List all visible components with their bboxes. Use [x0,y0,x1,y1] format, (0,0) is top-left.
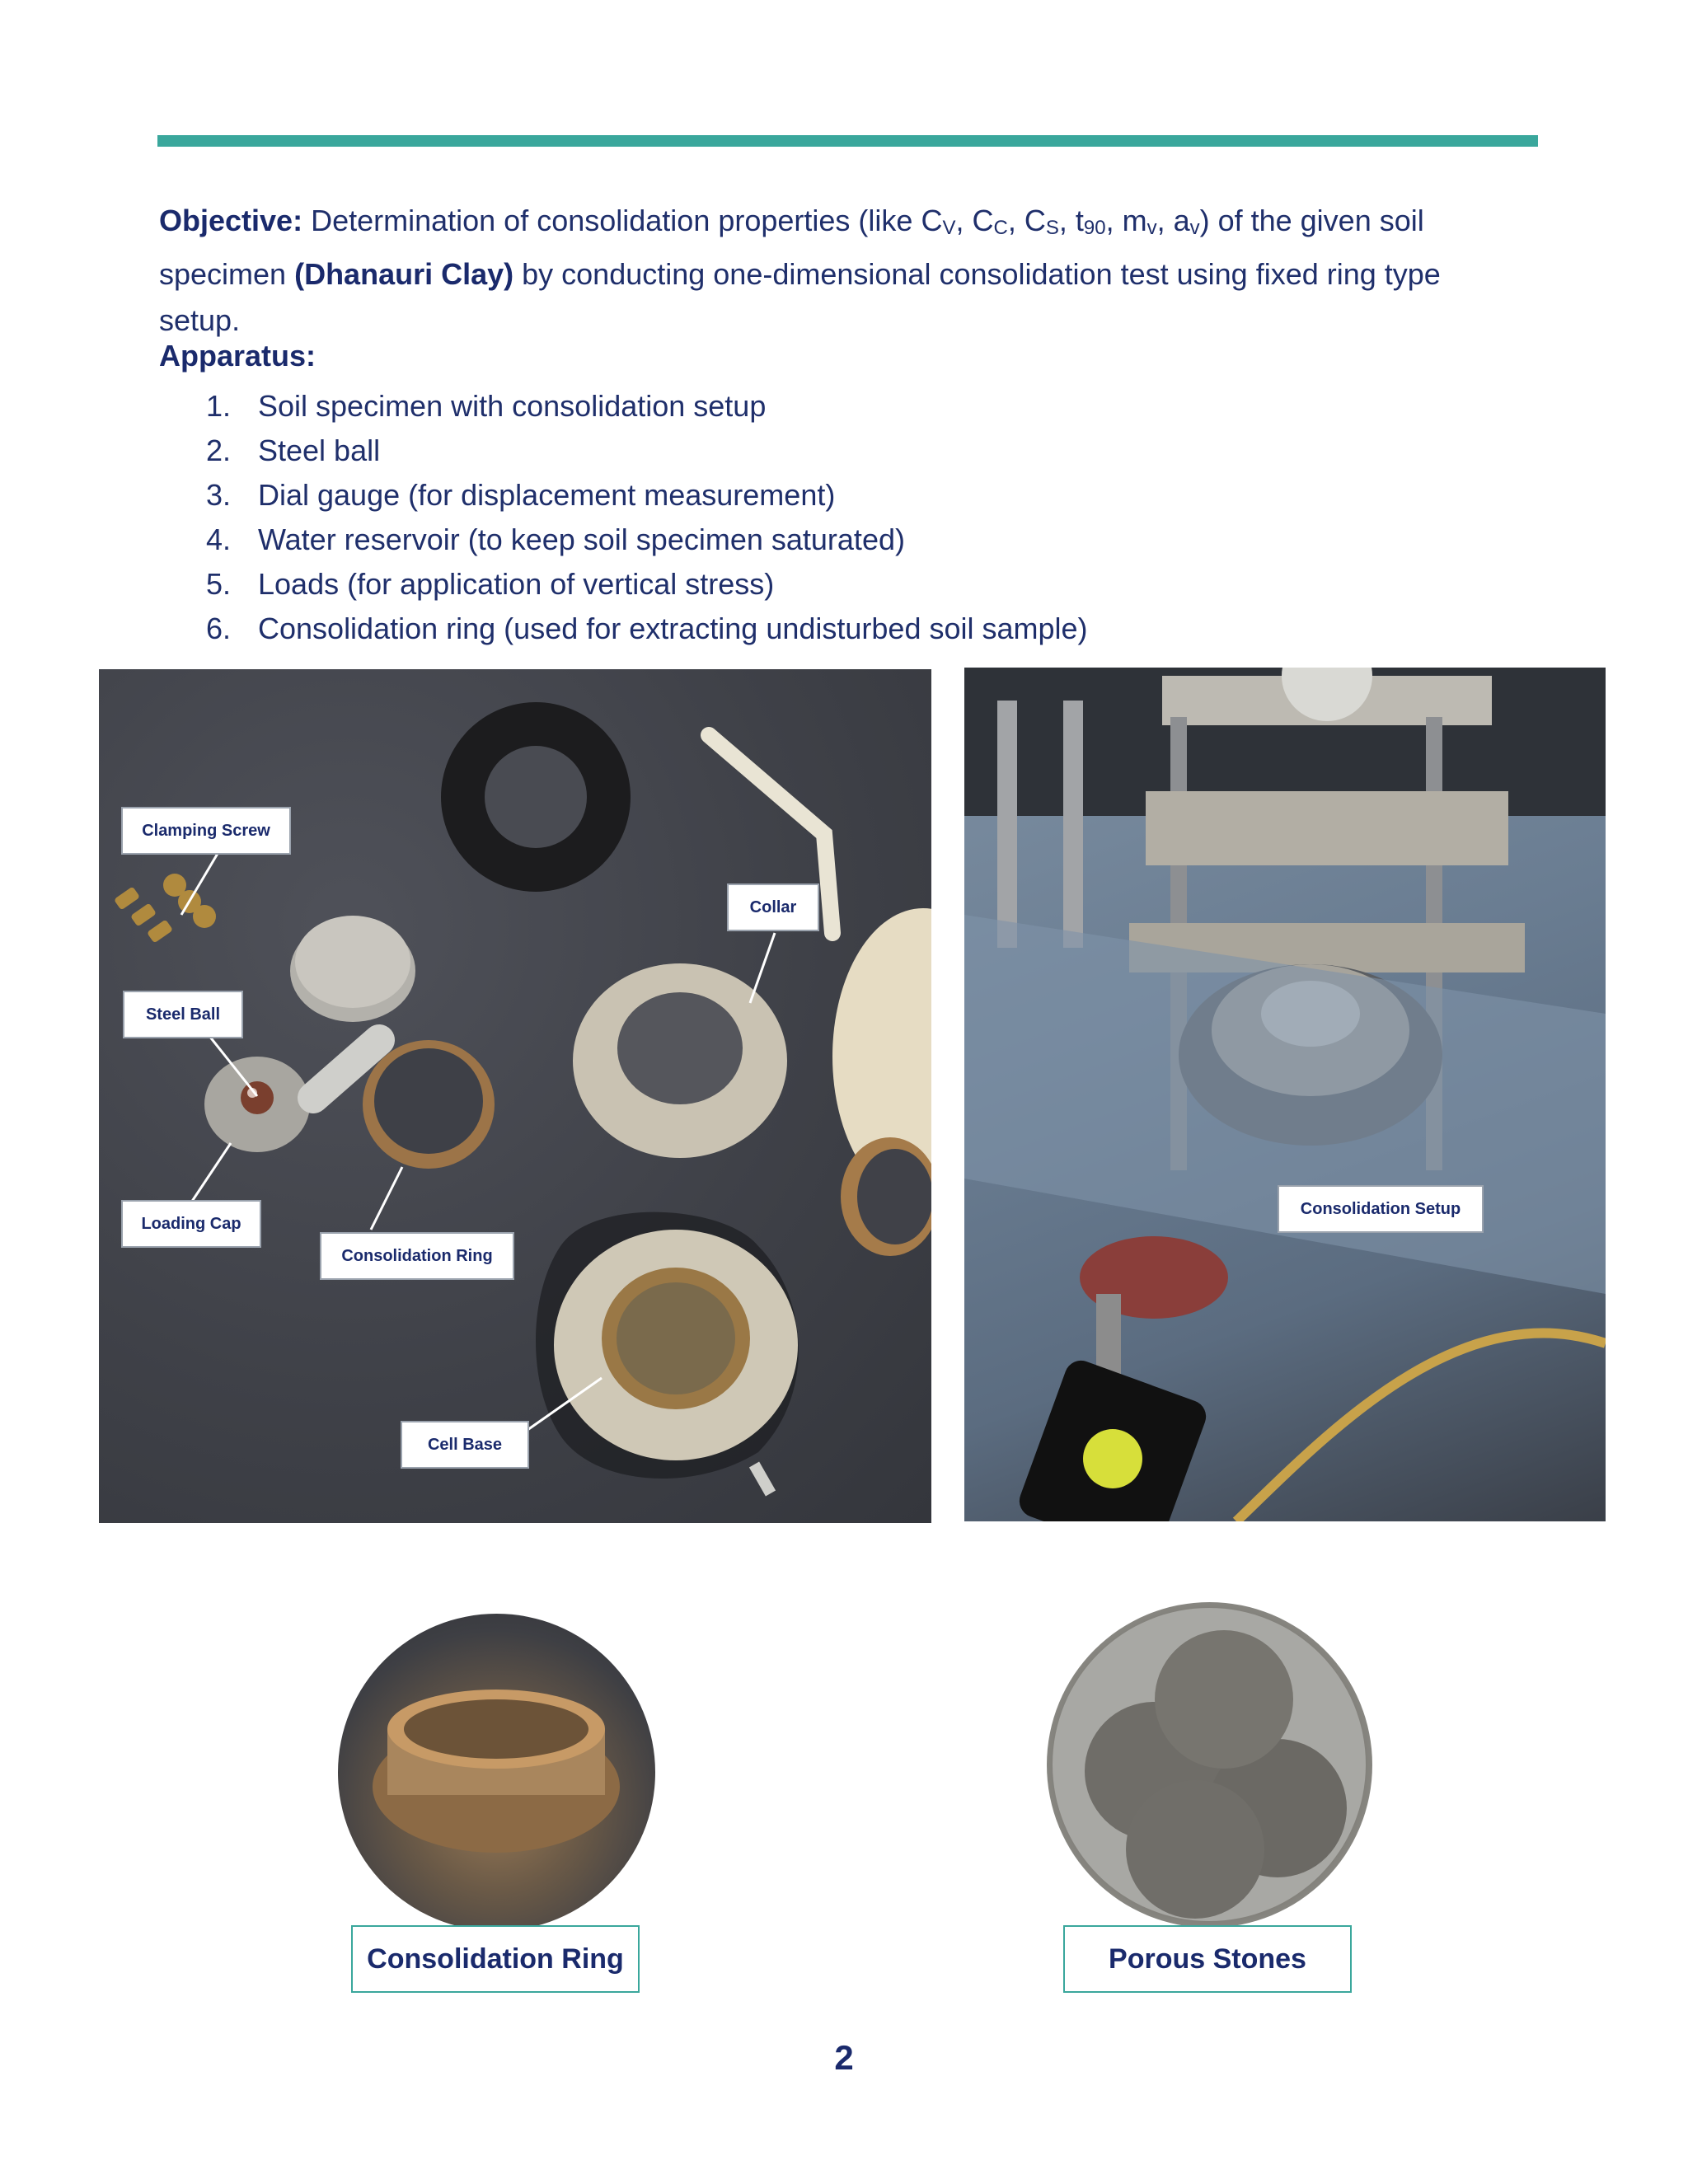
page-number: 2 [834,2038,854,2077]
list-item [206,607,1088,651]
list-item [206,518,1088,562]
objective-sep: , t [1058,204,1084,237]
callout-consolidation-ring: Consolidation Ring [320,1232,514,1280]
objective-text: Determination of consolidation properties (like C [302,204,943,237]
porous-stones-photo [1047,1602,1372,1928]
objective-paragraph [159,198,1494,344]
objective-sep: , m [1105,204,1147,237]
callout-collar: Collar [727,883,819,931]
consolidation-ring-photo [338,1614,655,1931]
porous-stones-illustration [1047,1602,1372,1928]
callout-cell-base: Cell Base [401,1421,529,1469]
soil-name: (Dhanauri Clay) [294,257,514,291]
callout-clamping-screw: Clamping Screw [121,807,291,855]
consolidation-setup-illustration [964,668,1606,1521]
objective-text: by conducting one-dimensional consolidation test using fixed ring type setup. [159,257,1441,337]
apparatus-heading: Apparatus: [159,339,316,373]
subscript-c: C [993,217,1008,239]
consolidation-ring-illustration [338,1614,655,1931]
list-number: 4. [206,523,232,556]
list-text: Consolidation ring (used for extracting undisturbed soil sample) [258,612,1088,645]
callout-consolidation-setup: Consolidation Setup [1278,1185,1484,1233]
objective-text: ) of the given soil specimen [159,204,1424,291]
subscript-av: v [1189,217,1200,239]
list-item [206,429,1088,473]
subscript-mv: v [1146,217,1157,239]
list-text: Loads (for application of vertical stress) [258,567,775,601]
list-number: 1. [206,389,232,423]
list-number: 3. [206,478,232,512]
callout-loading-cap: Loading Cap [121,1200,261,1248]
apparatus-components-illustration [99,669,931,1523]
list-text: Water reservoir (to keep soil specimen saturated) [258,523,905,556]
callout-steel-ball: Steel Ball [123,991,243,1038]
objective-sep: , C [1007,204,1046,237]
list-text: Soil specimen with consolidation setup [258,389,767,423]
consolidation-setup-photo [964,668,1606,1521]
subscript-v: V [942,217,956,239]
list-number: 5. [206,567,232,601]
apparatus-list [206,384,1088,651]
apparatus-components-photo [99,669,931,1523]
list-item [206,384,1088,429]
list-number: 6. [206,612,232,645]
header-rule [157,135,1538,147]
list-text: Dial gauge (for displacement measurement) [258,478,836,512]
list-item [206,473,1088,518]
subscript-s: S [1045,217,1059,239]
objective-sep: , a [1156,204,1190,237]
objective-sep: , C [955,204,994,237]
list-number: 2. [206,434,232,467]
list-item [206,562,1088,607]
subscript-90: 90 [1083,217,1106,239]
objective-label: Objective: [159,204,303,237]
list-text: Steel ball [258,434,381,467]
caption-consolidation-ring: Consolidation Ring [351,1925,640,1993]
caption-porous-stones: Porous Stones [1063,1925,1352,1993]
